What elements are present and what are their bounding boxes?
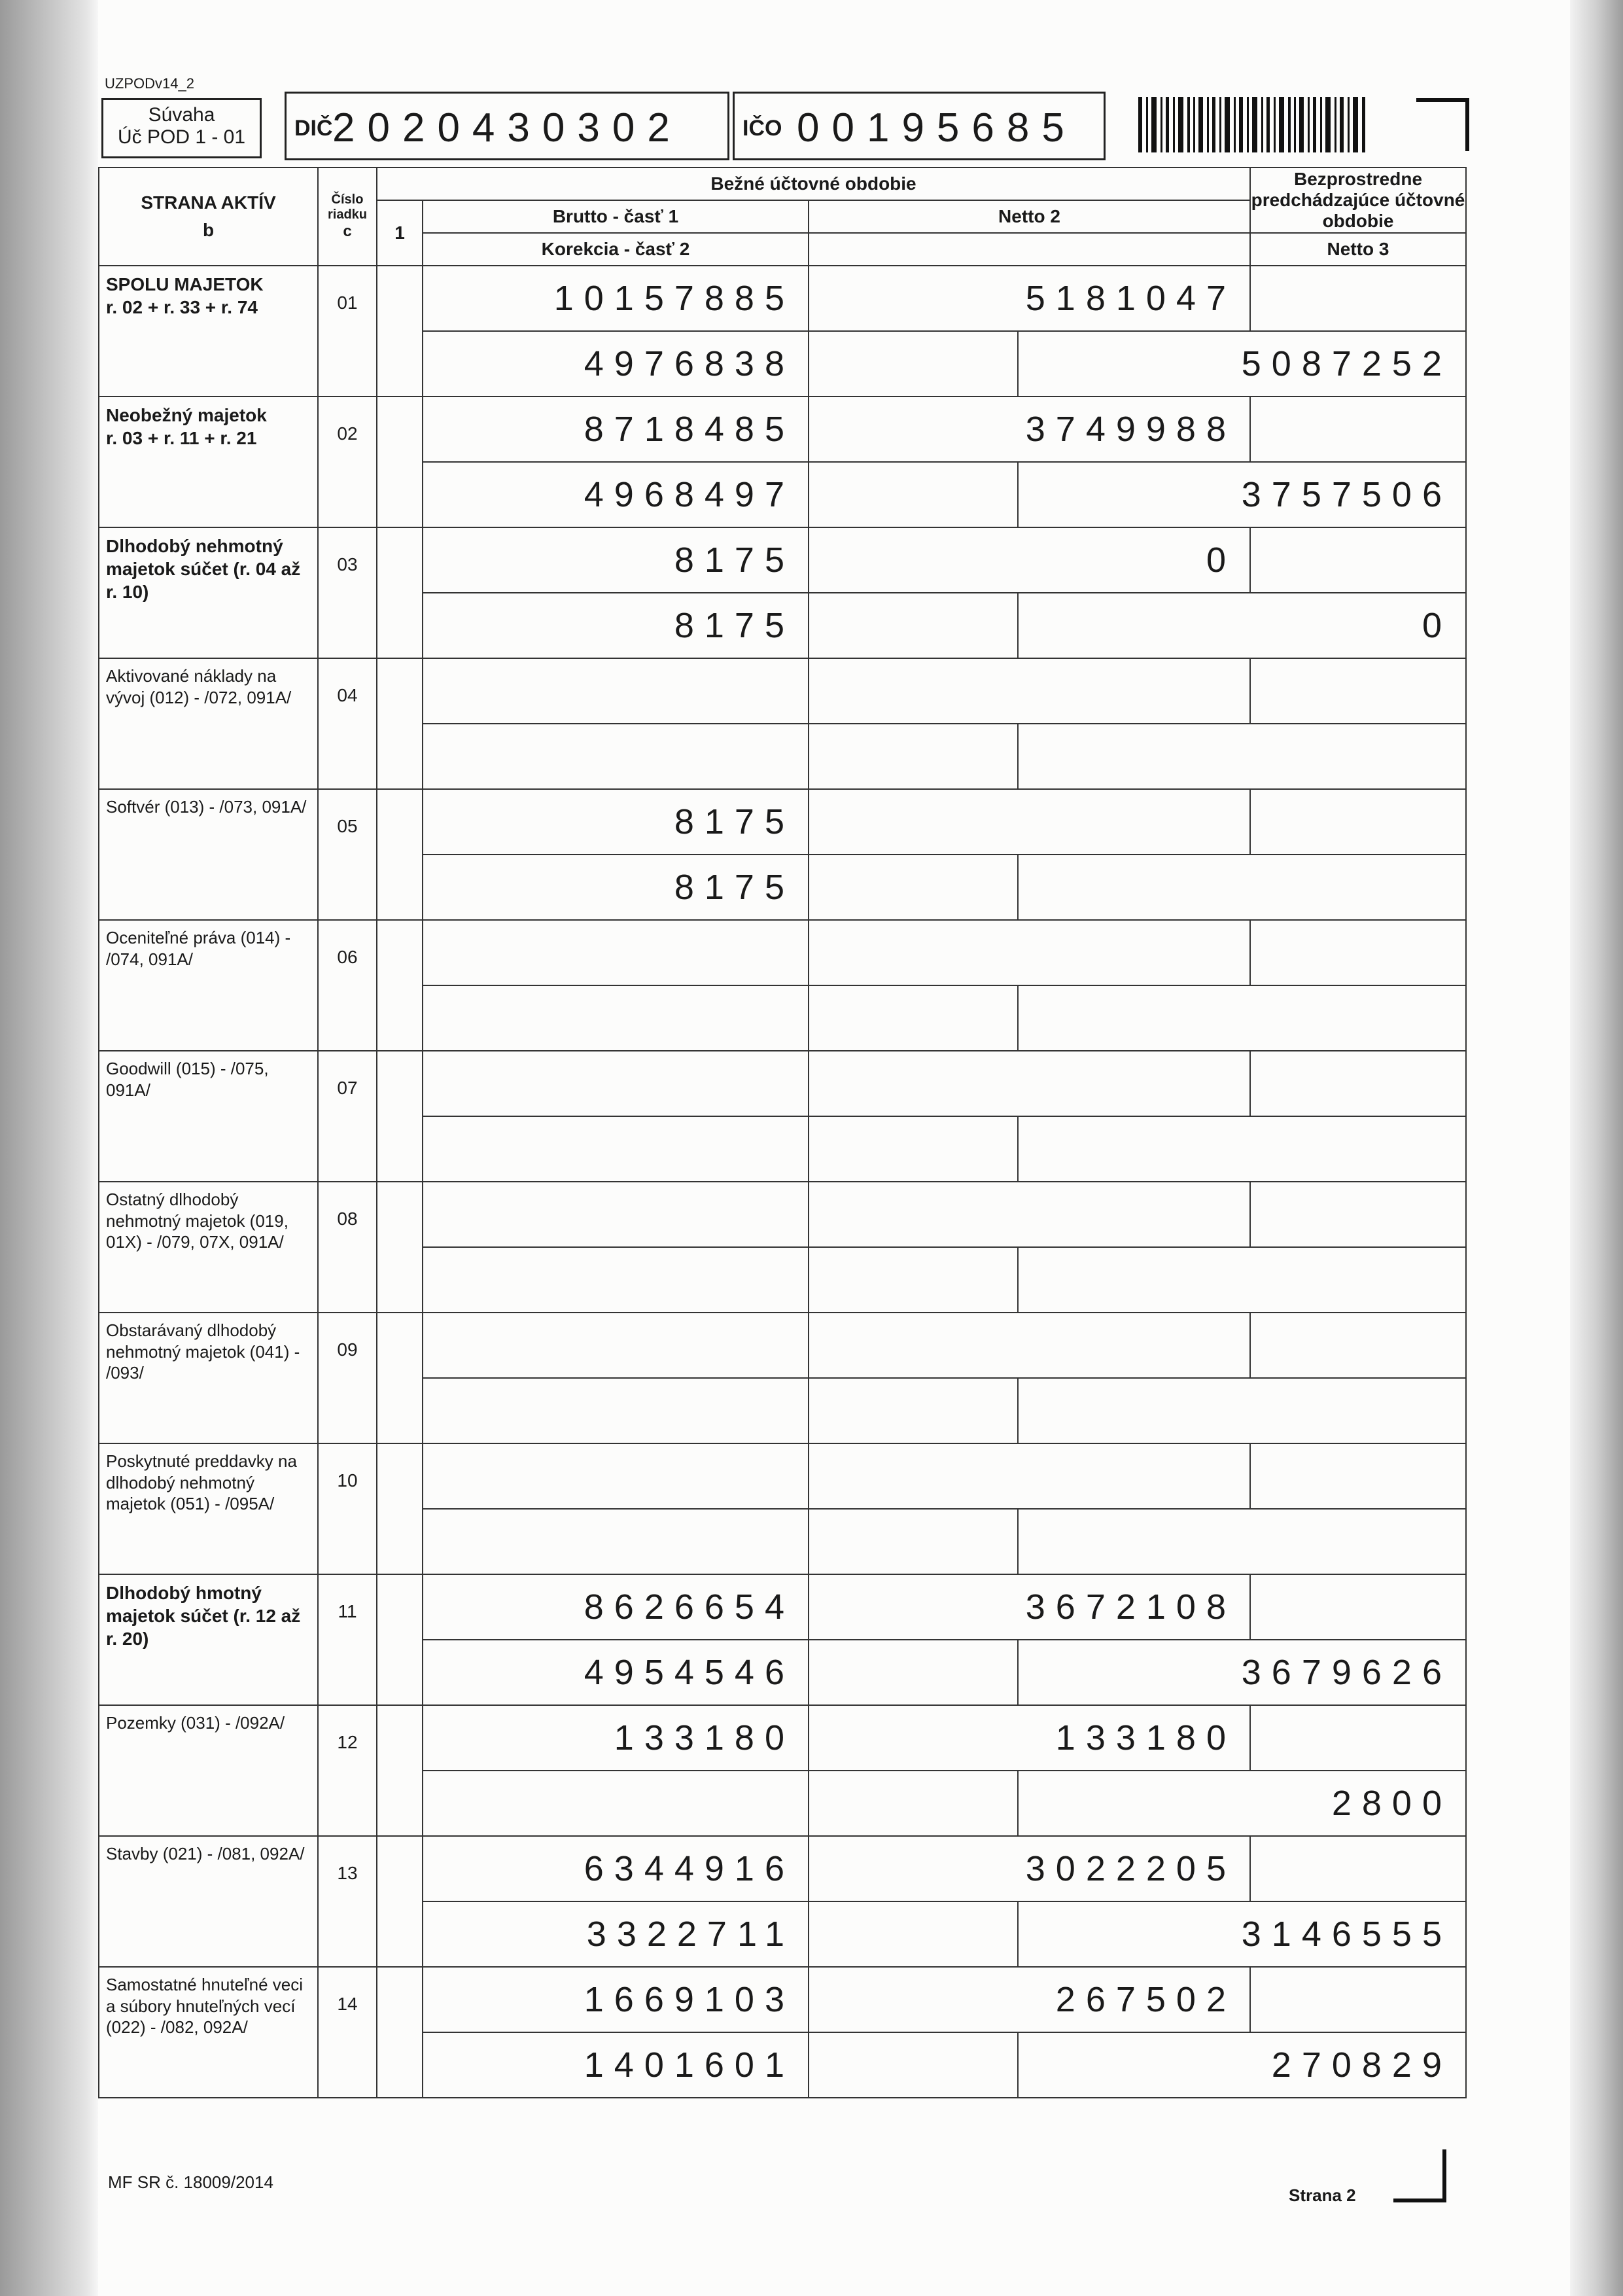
netto3-empty-cell [1250, 527, 1466, 593]
table-row [99, 1967, 1466, 2032]
korekcia-value [423, 1771, 809, 1836]
netto3-empty-cell [1250, 1182, 1466, 1247]
korekcia-value [423, 724, 809, 789]
netto3-empty-cell [1250, 1967, 1466, 2032]
korekcia-spacer [809, 1247, 1018, 1313]
korekcia-spacer [809, 1378, 1018, 1443]
netto2-value [809, 920, 1250, 985]
header-current-period: Bežné účtovné obdobie [377, 168, 1250, 200]
korekcia-value [423, 985, 809, 1051]
korekcia-value: 4968497 [423, 462, 809, 527]
netto2-value [809, 1443, 1250, 1509]
table-row [99, 1443, 1466, 1509]
table-row [99, 1313, 1466, 1378]
header-netto2-spacer [809, 233, 1250, 266]
header-previous-period: Bezprostredne predchádzajúce účtovné obdobie [1250, 168, 1466, 233]
netto3-empty-cell [1250, 789, 1466, 855]
korekcia-spacer [809, 1509, 1018, 1574]
row-sub: r. 03 + r. 11 + r. 21 [106, 428, 257, 448]
table-row [99, 1836, 1466, 1901]
row-name: Dlhodobý hmotný majetok súčet (r. 12 až r. 20) [106, 1583, 301, 1649]
brutto-value: 8718485 [423, 397, 809, 462]
korekcia-value: 8175 [423, 593, 809, 658]
netto3-empty-cell [1250, 1705, 1466, 1771]
netto3-empty-cell [1250, 1443, 1466, 1509]
brutto-value: 10157885 [423, 266, 809, 331]
header-col-c [318, 168, 377, 266]
table-row [99, 1051, 1466, 1116]
row-number: 07 [318, 1051, 377, 1182]
header-col-a-label: STRANA AKTÍV [141, 192, 276, 213]
netto3-value [1018, 1247, 1466, 1313]
row-col-1 [377, 789, 423, 920]
netto3-value: 270829 [1018, 2032, 1466, 2098]
form-code: UZPODv14_2 [105, 75, 194, 92]
row-description [99, 920, 318, 1051]
row-col-1 [377, 1313, 423, 1443]
suvaha-code: Úč POD 1 - 01 [117, 126, 246, 148]
scan-left-shadow [0, 0, 98, 2296]
netto3-value: 0 [1018, 593, 1466, 658]
row-description [99, 527, 318, 658]
row-description [99, 1574, 318, 1705]
table-row [99, 658, 1466, 724]
table-row [99, 397, 1466, 462]
brutto-value [423, 920, 809, 985]
table-row [99, 1705, 1466, 1771]
row-description [99, 1705, 318, 1836]
row-number: 14 [318, 1967, 377, 2098]
row-number: 02 [318, 397, 377, 527]
row-description [99, 1313, 318, 1443]
brutto-value: 133180 [423, 1705, 809, 1771]
brutto-value: 1669103 [423, 1967, 809, 2032]
corner-mark-bottom-right [1393, 2149, 1446, 2202]
korekcia-value [423, 1378, 809, 1443]
korekcia-value: 1401601 [423, 2032, 809, 2098]
netto3-empty-cell [1250, 920, 1466, 985]
row-col-1 [377, 1967, 423, 2098]
row-name: Goodwill (015) - /075, 091A/ [106, 1059, 269, 1100]
korekcia-spacer [809, 2032, 1018, 2098]
header-col-1: 1 [377, 200, 423, 266]
netto2-value: 3022205 [809, 1836, 1250, 1901]
korekcia-value [423, 1247, 809, 1313]
row-description [99, 1836, 318, 1967]
row-description [99, 1182, 318, 1313]
row-number: 04 [318, 658, 377, 789]
netto3-empty-cell [1250, 1313, 1466, 1378]
row-col-1 [377, 527, 423, 658]
row-col-1 [377, 1836, 423, 1967]
brutto-value [423, 1443, 809, 1509]
netto3-value [1018, 1509, 1466, 1574]
row-col-1 [377, 920, 423, 1051]
row-number: 13 [318, 1836, 377, 1967]
korekcia-spacer [809, 1116, 1018, 1182]
row-number: 11 [318, 1574, 377, 1705]
header-col-c-letter: c [343, 222, 352, 241]
row-description [99, 397, 318, 527]
row-name: Obstarávaný dlhodobý nehmotný majetok (041) - /093/ [106, 1320, 300, 1383]
row-name: Aktivované náklady na vývoj (012) - /072, 091A/ [106, 666, 292, 707]
korekcia-spacer [809, 855, 1018, 920]
row-name: Oceniteľné práva (014) - /074, 091A/ [106, 928, 291, 969]
brutto-value: 8175 [423, 527, 809, 593]
row-name: Softvér (013) - /073, 091A/ [106, 797, 307, 817]
row-number: 03 [318, 527, 377, 658]
row-col-1 [377, 397, 423, 527]
korekcia-spacer [809, 593, 1018, 658]
header-korekcia: Korekcia - časť 2 [423, 233, 809, 266]
row-col-1 [377, 1051, 423, 1182]
table-row [99, 789, 1466, 855]
row-name: SPOLU MAJETOK [106, 274, 264, 294]
netto3-value: 3146555 [1018, 1901, 1466, 1967]
netto2-value [809, 789, 1250, 855]
brutto-value: 6344916 [423, 1836, 809, 1901]
netto2-value [809, 658, 1250, 724]
korekcia-spacer [809, 1640, 1018, 1705]
row-sub: r. 02 + r. 33 + r. 74 [106, 297, 258, 317]
row-col-1 [377, 1443, 423, 1574]
table-row [99, 1574, 1466, 1640]
netto2-value: 133180 [809, 1705, 1250, 1771]
netto3-value: 2800 [1018, 1771, 1466, 1836]
korekcia-spacer [809, 985, 1018, 1051]
netto3-empty-cell [1250, 658, 1466, 724]
brutto-value [423, 1051, 809, 1116]
table-row [99, 920, 1466, 985]
netto2-value [809, 1313, 1250, 1378]
ico-label: IČO [742, 116, 782, 141]
korekcia-spacer [809, 724, 1018, 789]
netto3-value [1018, 1378, 1466, 1443]
netto2-value [809, 1182, 1250, 1247]
brutto-value [423, 1182, 809, 1247]
netto2-value: 0 [809, 527, 1250, 593]
netto3-value: 5087252 [1018, 331, 1466, 397]
row-number: 06 [318, 920, 377, 1051]
header-netto2: Netto 2 [809, 200, 1250, 233]
row-number: 01 [318, 266, 377, 397]
korekcia-value: 8175 [423, 855, 809, 920]
korekcia-spacer [809, 462, 1018, 527]
table-row [99, 266, 1466, 331]
netto2-value: 3672108 [809, 1574, 1250, 1640]
row-name: Samostatné hnuteľné veci a súbory hnuteľných vecí (022) - /082, 092A/ [106, 1975, 303, 2037]
korekcia-spacer [809, 1771, 1018, 1836]
row-description [99, 266, 318, 397]
row-number: 08 [318, 1182, 377, 1313]
netto3-value: 3757506 [1018, 462, 1466, 527]
netto3-empty-cell [1250, 266, 1466, 331]
netto2-value: 267502 [809, 1967, 1250, 2032]
dic-box [285, 92, 729, 160]
netto3-value [1018, 724, 1466, 789]
brutto-value: 8626654 [423, 1574, 809, 1640]
row-col-1 [377, 1182, 423, 1313]
header-col-a [99, 168, 318, 266]
netto2-value: 3749988 [809, 397, 1250, 462]
table-row [99, 1182, 1466, 1247]
row-name: Poskytnuté preddavky na dlhodobý nehmotný majetok (051) - /095A/ [106, 1451, 297, 1513]
netto3-empty-cell [1250, 397, 1466, 462]
header-col-b: b [202, 220, 215, 240]
row-description [99, 1443, 318, 1574]
row-number: 05 [318, 789, 377, 920]
korekcia-spacer [809, 331, 1018, 397]
header-brutto: Brutto - časť 1 [423, 200, 809, 233]
korekcia-spacer [809, 1901, 1018, 1967]
scan-right-edge [1570, 0, 1623, 2296]
netto3-empty-cell [1250, 1836, 1466, 1901]
row-description [99, 1051, 318, 1182]
ico-value: 00195685 [797, 105, 1077, 150]
netto3-value [1018, 855, 1466, 920]
row-description [99, 1967, 318, 2098]
netto3-value: 3679626 [1018, 1640, 1466, 1705]
brutto-value [423, 1313, 809, 1378]
brutto-value: 8175 [423, 789, 809, 855]
row-name: Ostatný dlhodobý nehmotný majetok (019, 01X) - /079, 07X, 091A/ [106, 1190, 288, 1252]
table-row [99, 527, 1466, 593]
page-number: Strana 2 [1289, 2185, 1356, 2205]
dic-value: 2020430302 [332, 105, 682, 150]
netto3-value [1018, 1116, 1466, 1182]
suvaha-box [101, 98, 262, 158]
row-col-1 [377, 1574, 423, 1705]
header-row-number-label: Číslo riadku [327, 192, 368, 222]
row-col-1 [377, 266, 423, 397]
suvaha-title: Súvaha [148, 104, 215, 126]
row-name: Dlhodobý nehmotný majetok súčet (r. 04 až r. 10) [106, 536, 301, 602]
corner-mark-top-right [1416, 98, 1469, 151]
row-name: Neobežný majetok [106, 405, 267, 425]
korekcia-value [423, 1116, 809, 1182]
row-name: Stavby (021) - /081, 092A/ [106, 1844, 305, 1863]
row-number: 10 [318, 1443, 377, 1574]
netto2-value: 5181047 [809, 266, 1250, 331]
row-col-1 [377, 658, 423, 789]
row-number: 09 [318, 1313, 377, 1443]
footer-reference: MF SR č. 18009/2014 [108, 2172, 273, 2192]
row-description [99, 789, 318, 920]
korekcia-value: 3322711 [423, 1901, 809, 1967]
netto3-empty-cell [1250, 1574, 1466, 1640]
netto3-empty-cell [1250, 1051, 1466, 1116]
korekcia-value: 4976838 [423, 331, 809, 397]
row-description [99, 658, 318, 789]
barcode-icon [1138, 97, 1367, 152]
header-netto3: Netto 3 [1250, 233, 1466, 266]
netto2-value [809, 1051, 1250, 1116]
row-number: 12 [318, 1705, 377, 1836]
netto3-value [1018, 985, 1466, 1051]
korekcia-value [423, 1509, 809, 1574]
dic-label: DIČ [294, 116, 333, 141]
brutto-value [423, 658, 809, 724]
assets-table [98, 167, 1467, 2098]
row-name: Pozemky (031) - /092A/ [106, 1713, 285, 1733]
korekcia-value: 4954546 [423, 1640, 809, 1705]
row-col-1 [377, 1705, 423, 1836]
ico-box [733, 92, 1106, 160]
